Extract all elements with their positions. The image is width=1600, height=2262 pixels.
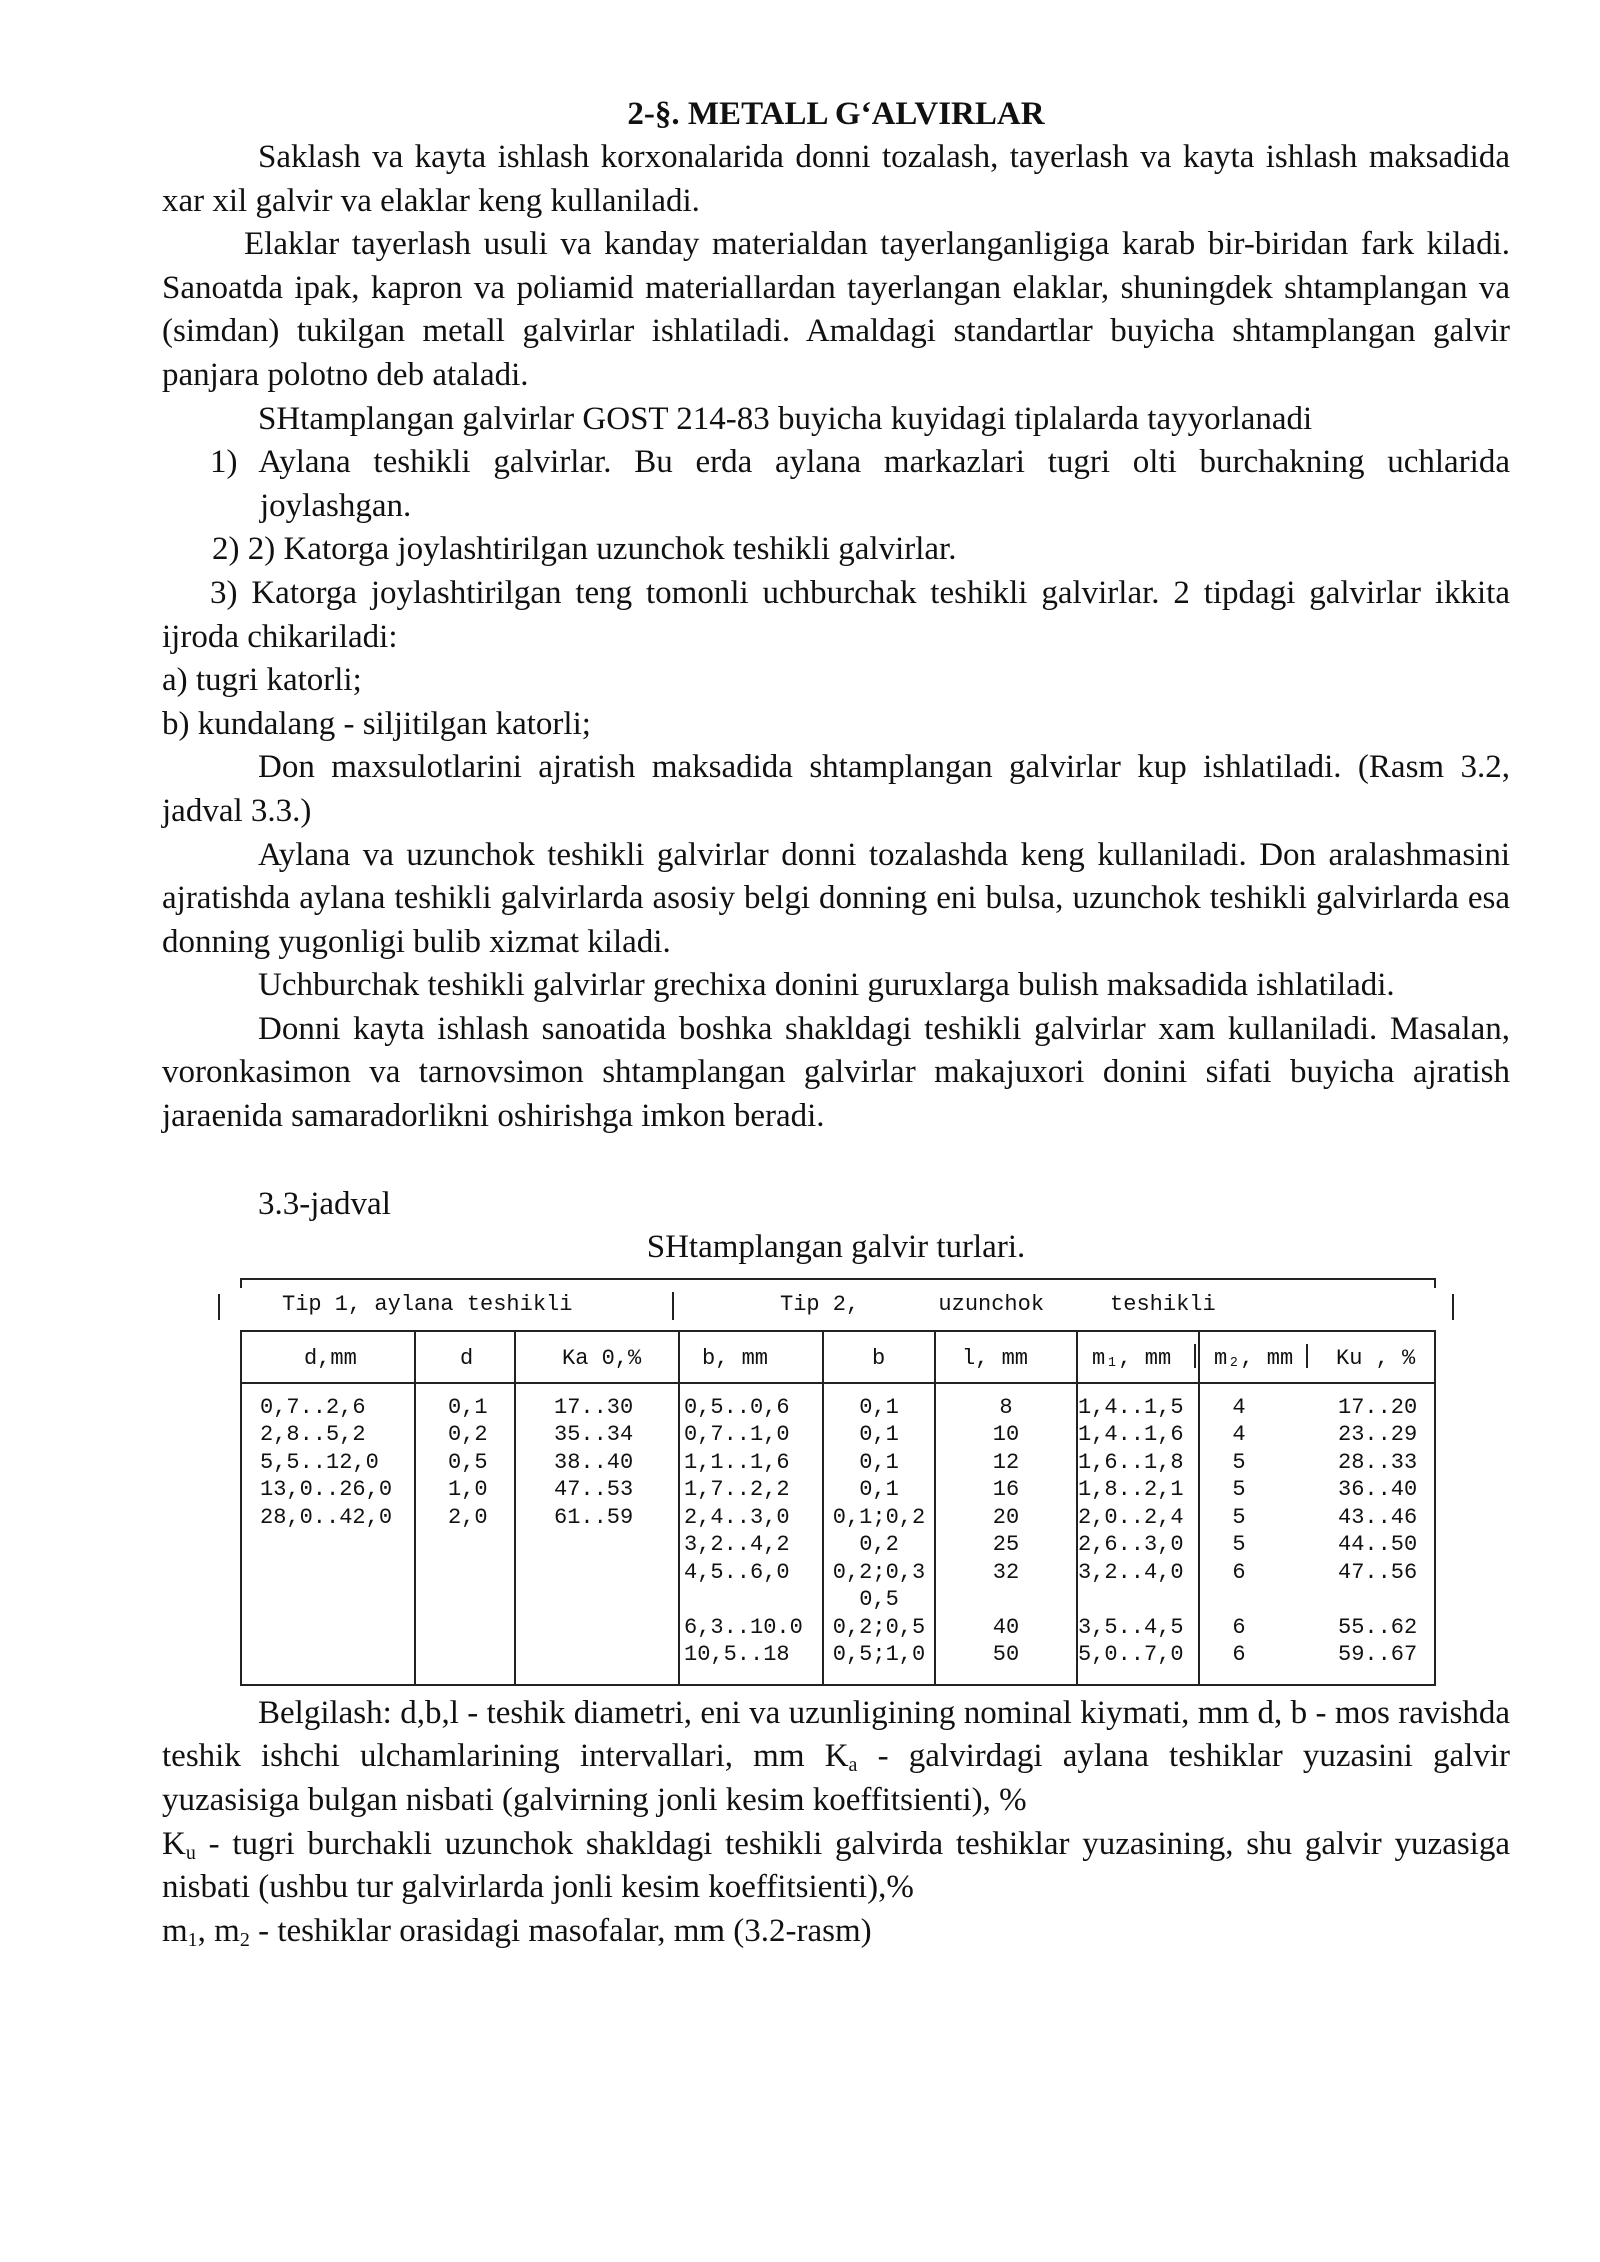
header-d: d: [460, 1345, 474, 1371]
header-b: b: [872, 1345, 886, 1371]
list-item-3: 3) Katorga joylashtirilgan teng tomonli uchburchak teshikli galvirlar. 2 tipdagi galvirlar ikkita ijroda chikariladi:: [162, 574, 1510, 655]
section-title: 2-§. METALL G‘ALVIRLAR: [627, 96, 1045, 132]
header-l-mm: l, mm: [962, 1345, 1029, 1371]
legend-paragraph-1: Belgilash: d,b,l - teshik diametri, eni va uzunligining nominal kiymati, mm d, b - mos ravishda teshik ishchi ulchamlarining intervallari, mm $K_a$ - galvirdagi aylana teshiklar yuzasini galvir yuzasisiga bulgan nisbati (galvirning jonli kesim koeffitsienti), %: [162, 1694, 1510, 1819]
col-l-mm: 8 10 12 16 20 25 32 40 50: [992, 1394, 1020, 1668]
list-item-b: b) kundalang - siljitilgan katorli;: [162, 705, 591, 742]
header-m1: m₁, mm: [1092, 1345, 1172, 1371]
paragraph-6: Uchburchak teshikli galvirlar grechixa donini guruxlarga bulish maksadida ishlatiladi.: [258, 967, 1395, 1004]
header-d-mm: d,mm: [304, 1345, 357, 1371]
paragraph-7: Donni kayta ishlash sanoatida boshka shakldagi teshikli galvirlar xam kullaniladi. Masalan, voronkasimon va tarnovsimon shtamplangan galvirlar makajuxori donini sifati buyicha ajratish jaraenida samaradorlikni oshirishga imkon beradi.: [162, 1010, 1510, 1135]
col-b: 0,1 0,1 0,1 0,1 0,1;0,2 0,2 0,2;0,3 0,5 0,2;0,5 0,5;1,0: [832, 1394, 926, 1668]
col-d: 0,1 0,2 0,5 1,0 2,0: [448, 1394, 488, 1530]
list-item-a: a) tugri katorli;: [162, 662, 362, 699]
paragraph-3: SHtamplangan galvirlar GOST 214-83 buyicha kuyidagi tiplalarda tayyorlanadi: [258, 400, 1313, 437]
col-d-mm: 0,7..2,6 2,8..5,2 5,5..12,0 13,0..26,0 28,0..42,0: [260, 1394, 393, 1530]
col-ku: 17..20 23..29 28..33 36..40 43..46 44..50 47..56 55..62 59..67: [1338, 1394, 1418, 1668]
document-page: [162, 92, 1510, 1953]
sieve-types-table: [240, 1278, 1436, 1686]
paragraph-5: Aylana va uzunchok teshikli galvirlar donni tozalashda keng kullaniladi. Don aralashmasini ajratishda aylana teshikli galvirlarda asosiy belgi donning eni bulsa, uzunchok teshikli galvirlarda esa donning yugonligi bulib xizmat kiladi.: [162, 836, 1510, 960]
legend-paragraph-3: $m_1$, $m_2$ - teshiklar orasidagi masofalar, mm (3.2-rasm): [162, 1912, 872, 1951]
col-m1: 1,4..1,5 1,4..1,6 1,6..1,8 1,8..2,1 2,0..2,4 2,6..3,0 3,2..4,0 3,5..4,5 5,0..7,0: [1078, 1394, 1184, 1668]
header-ka: Ka 0,%: [562, 1345, 642, 1371]
paragraph-4: Don maxsulotlarini ajratish maksadida shtamplangan galvirlar kup ishlatiladi. (Rasm 3.2, jadval 3.3.): [162, 749, 1510, 829]
table-number: 3.3-jadval: [258, 1185, 391, 1222]
col-m2: 4 4 5 5 5 5 6 6 6: [1232, 1394, 1246, 1668]
legend-paragraph-2: $K_u$ - tugri burchakli uzunchok shakldagi teshikli galvirda teshiklar yuzasining, shu galvir yuzasiga nisbati (ushbu tur galvirlarda jonli kesim koeffitsienti),%: [162, 1825, 1510, 1906]
list-item-2: 2) 2) Katorga joylashtirilgan uzunchok teshikli galvirlar.: [212, 531, 957, 568]
list-item-1: 1) Aylana teshikli galvirlar. Bu erda aylana markazlari tugri olti burchakning uchlarida joylashgan.: [210, 444, 1510, 524]
header-ku: Ku , %: [1336, 1345, 1416, 1371]
group-header-tip1: Tip 1, aylana teshikli: [282, 1291, 573, 1317]
col-b-mm: 0,5..0,6 0,7..1,0 1,1..1,6 1,7..2,2 2,4..3,0 3,2..4,2 4,5..6,0 6,3..10.0 10,5..18: [684, 1394, 803, 1668]
header-b-mm: b, mm: [702, 1345, 769, 1371]
paragraph-2: Elaklar tayerlash usuli va kanday materialdan tayerlanganligiga karab bir-biridan fark kiladi. Sanoatda ipak, kapron va poliamid materiallardan tayerlangan elaklar, shuningdek shtamplangan va (simdan) tukilgan metall galvirlar ishlatiladi. Amaldagi standartlar buyicha shtamplangan galvir panjara polotno deb ataladi.: [162, 226, 1510, 393]
table-caption: SHtamplangan galvir turlari.: [646, 1229, 1026, 1266]
paragraph-1: Saklash va kayta ishlash korxonalarida donni tozalash, tayerlash va kayta ishlash maksadida xar xil galvir va elaklar keng kullaniladi.: [162, 139, 1510, 219]
header-m2: m₂, mm: [1214, 1345, 1294, 1371]
col-ka: 17..30 35..34 38..40 47..53 61..59: [554, 1394, 634, 1530]
group-header-tip2: Tip 2, uzunchok teshikli: [780, 1291, 1216, 1317]
